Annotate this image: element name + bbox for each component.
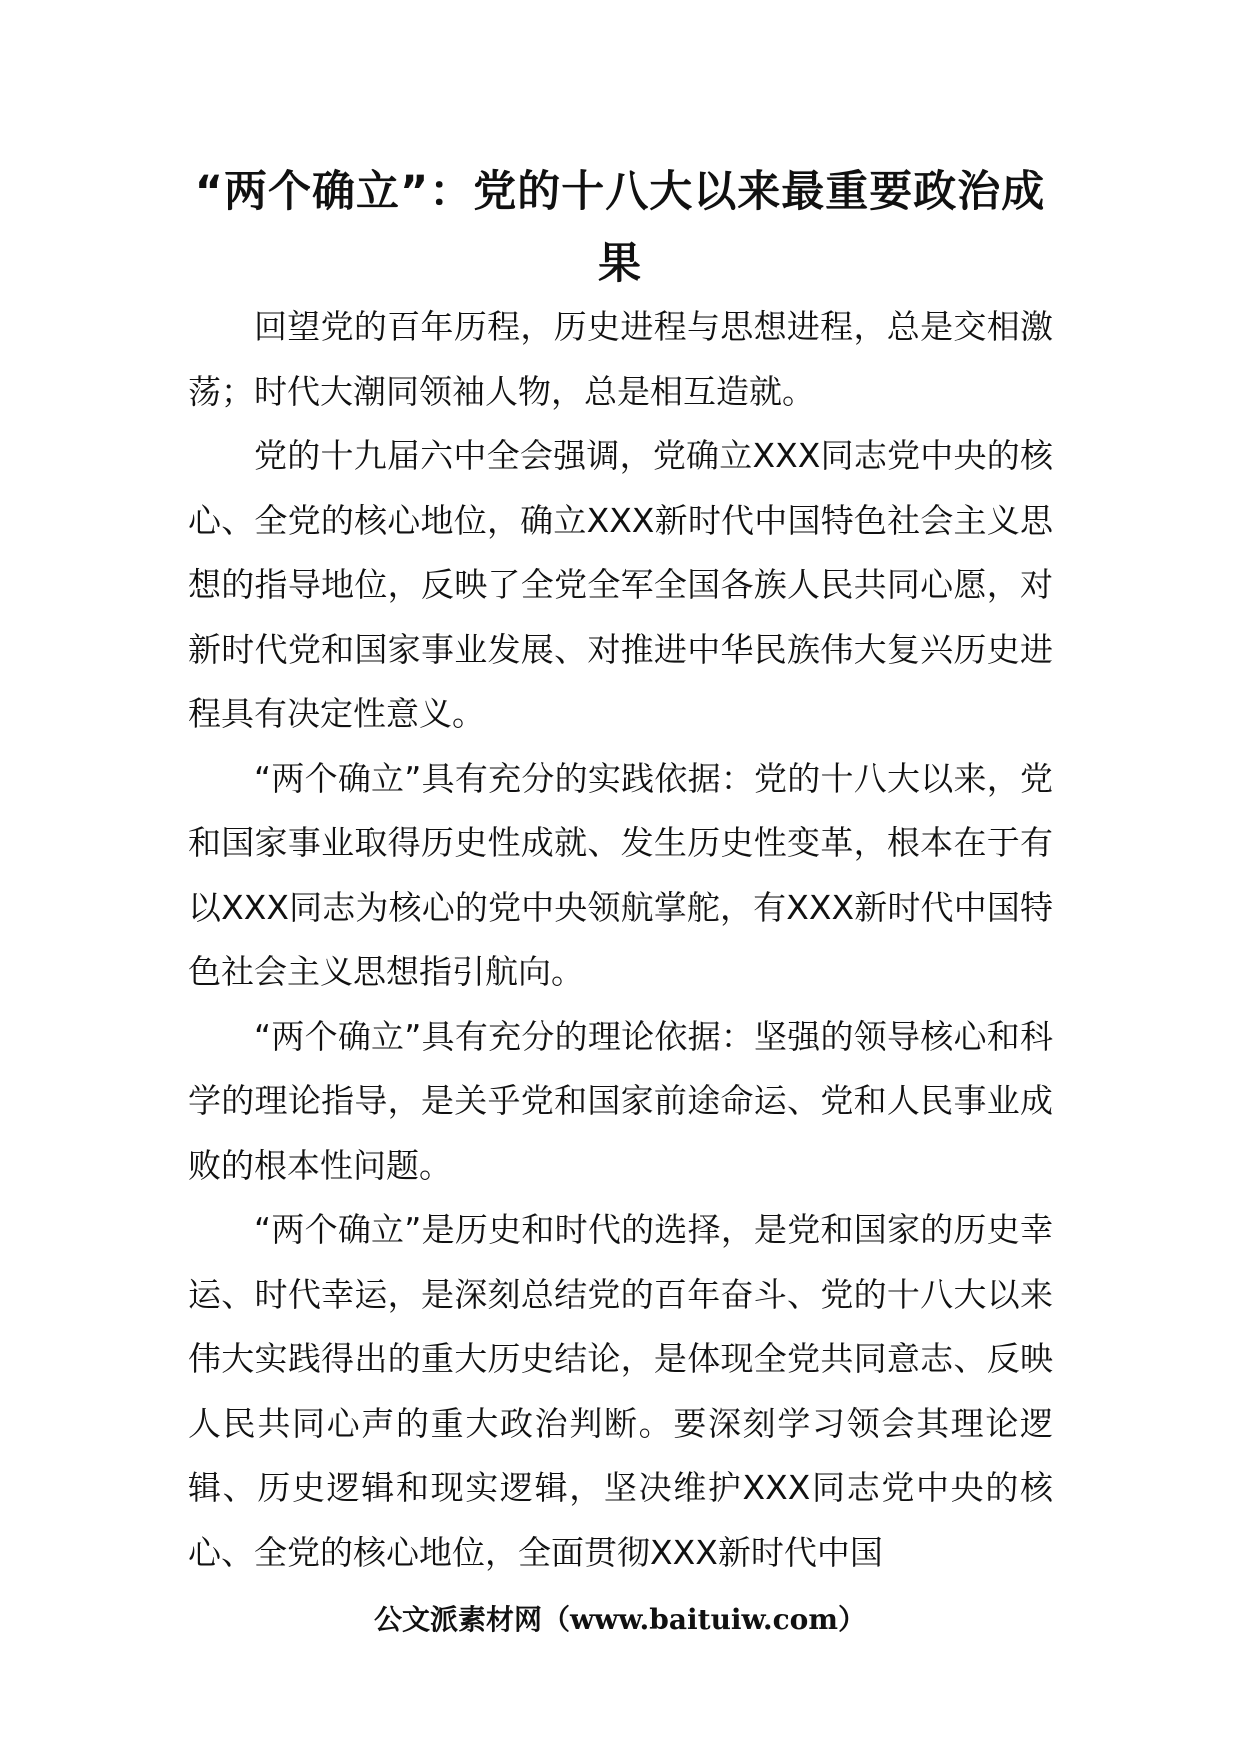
- paragraph-2: 党的十九届六中全会强调，党确立XXX同志党中央的核心、全党的核心地位，确立XXX新时代中国特色社会主义思想的指导地位，反映了全党全军全国各族人民共同心愿，对新时代党和国家事业发展、对推进中华民族伟大复兴历史进程具有决定性意义。: [188, 436, 1053, 733]
- document-title: “两个确立”：党的十八大以来最重要政治成果: [194, 167, 1046, 289]
- paragraph-5: “两个确立”是历史和时代的选择，是党和国家的历史幸运、时代幸运，是深刻总结党的百年奋斗、党的十八大以来伟大实践得出的重大历史结论，是体现全党共同意志、反映人民共同心声的重大政治判断。要深刻学习领会其理论逻辑、历史逻辑和现实逻辑，坚决维护XXX同志党中央的核心、全党的核心地位，全面贯彻XXX新时代中国: [188, 1210, 1053, 1572]
- paragraph-4: “两个确立”具有充分的理论依据：坚强的领导核心和科学的理论指导，是关乎党和国家前途命运、党和人民事业成败的根本性问题。: [188, 1016, 1053, 1185]
- paragraph-3: “两个确立”具有充分的实践依据：党的十八大以来，党和国家事业取得历史性成就、发生历史性变革，根本在于有以XXX同志为核心的党中央领航掌舵，有XXX新时代中国特色社会主义思想指引航向。: [188, 758, 1053, 991]
- footer-watermark: 公文派素材网（www.baituiw.com）: [374, 1603, 866, 1636]
- paragraph-1: 回望党的百年历程，历史进程与思想进程，总是交相激荡；时代大潮同领袖人物，总是相互造就。: [188, 307, 1053, 411]
- document-body: [188, 295, 1053, 1585]
